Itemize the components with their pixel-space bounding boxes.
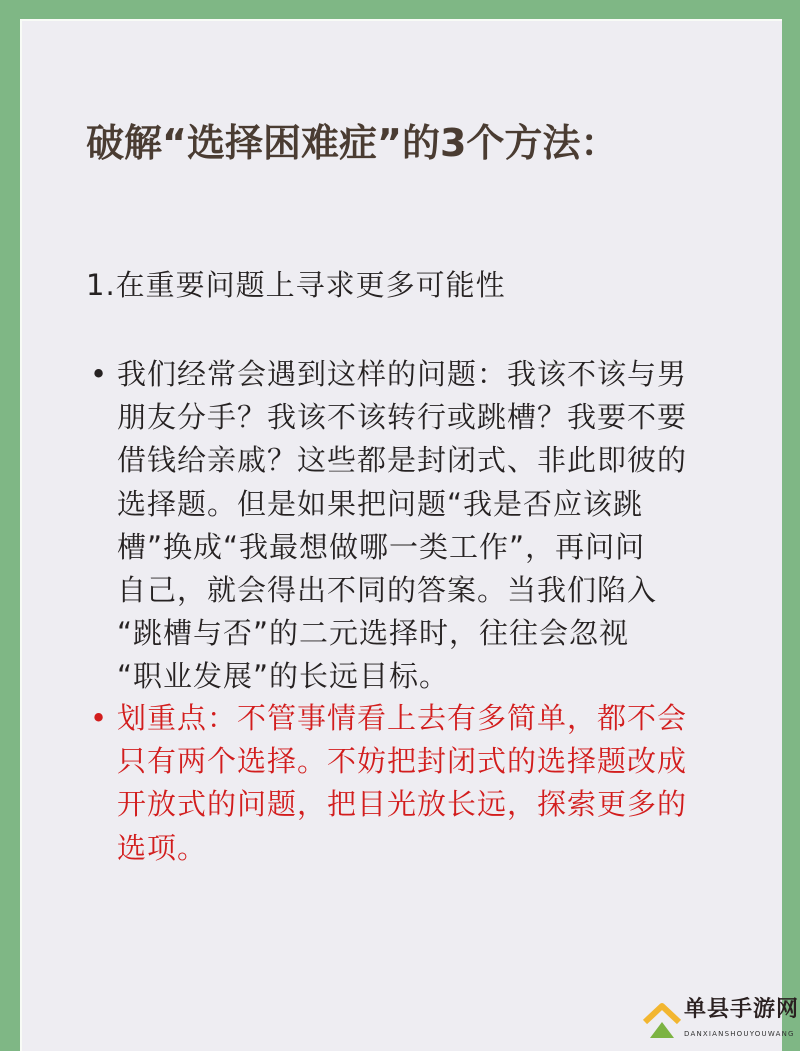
text-line: “跳槽与否”的二元选择时，往往会忽视 [117, 616, 630, 651]
text-line: 自己，就会得出不同的答案。当我们陷入 [117, 572, 658, 607]
content-card [20, 19, 782, 1051]
text-line: 我们经常会遇到这样的问题：我该不该与男 [117, 357, 688, 391]
text-line: “职业发展”的长远目标。 [117, 659, 450, 694]
key-point-paragraph [86, 697, 687, 870]
text-line: 朋友分手？我该不该转行或跳槽？我要不要 [117, 400, 688, 435]
page-title: 破解“选择困难症”的3个方法： [86, 121, 619, 165]
text-line: 只有两个选择。不妨把封闭式的选择题改成 [117, 744, 688, 779]
text-line: 选项。 [117, 830, 208, 865]
watermark-subtitle: DANXIANSHOUYOUWANG [684, 1030, 795, 1038]
text-line: 开放式的问题，把目光放长远，探索更多的 [117, 787, 688, 822]
house-logo-icon [642, 1000, 682, 1040]
text-line: 划重点：不管事情看上去有多简单，都不会 [117, 701, 688, 735]
bullet-marker: • [90, 357, 108, 391]
text-line: 借钱给亲戚？这些都是封闭式、非此即彼的 [117, 443, 688, 478]
text-line: 槽”换成“我最想做哪一类工作”，再问问 [117, 529, 646, 564]
watermark-logo [640, 996, 800, 1044]
section-heading: 1.在重要问题上寻求更多可能性 [86, 268, 506, 302]
bullet-paragraph [86, 353, 687, 699]
bullet-marker: • [90, 701, 108, 735]
text-line: 选择题。但是如果把问题“我是否应该跳 [117, 486, 644, 521]
watermark-name: 单县手游网 [684, 997, 800, 1022]
